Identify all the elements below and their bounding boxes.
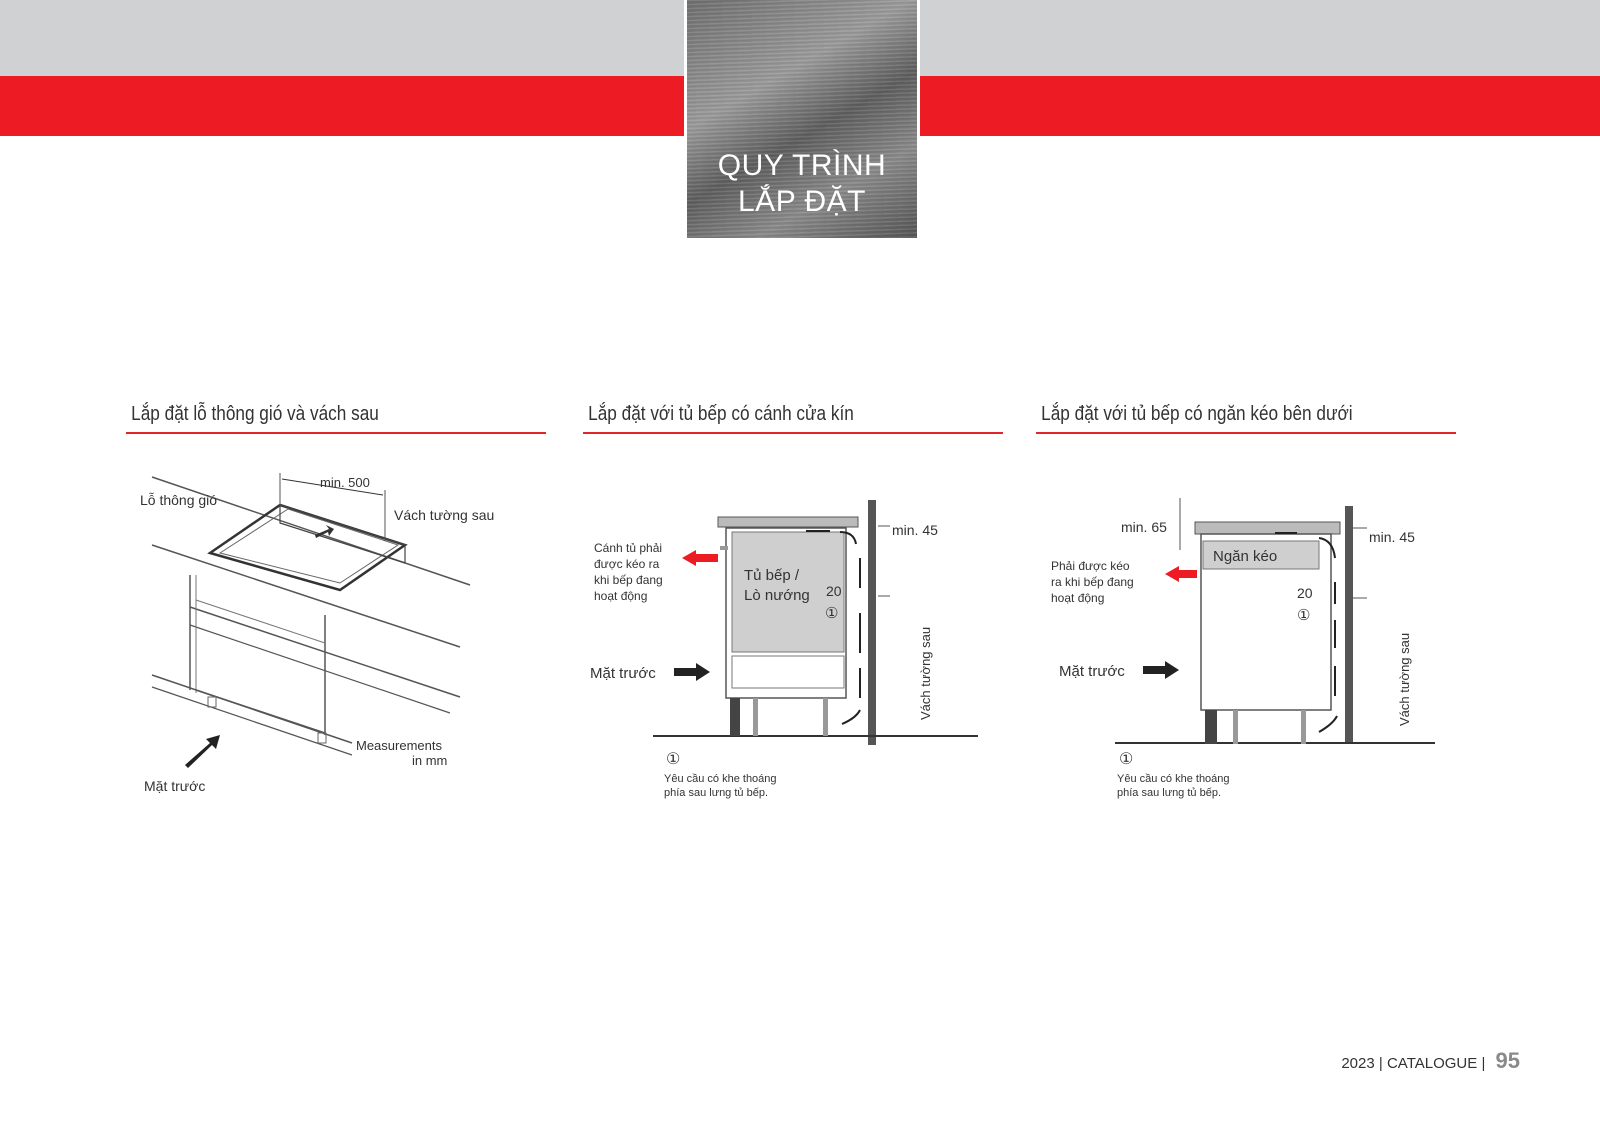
section-rule (583, 432, 1003, 434)
label-door-line4: hoạt động (594, 589, 648, 603)
section-title: Lắp đặt với tủ bếp có ngăn kéo bên dưới (1041, 403, 1353, 425)
label-cabinet-line1: Tủ bếp / (744, 567, 800, 584)
header-band-red-right (914, 76, 1600, 136)
footer-catalogue: CATALOGUE (1386, 1055, 1478, 1072)
label-rear-wall: Vách tường sau (394, 507, 495, 523)
diagram-closed-cabinet (578, 488, 988, 808)
label-min-45: min. 45 (1369, 529, 1415, 545)
section-closed-cabinet (583, 398, 1003, 434)
label-pull-line1: Phải được kéo (1051, 559, 1130, 573)
page-number: 95 (1495, 1048, 1520, 1073)
label-note-line2: phía sau lưng tủ bếp. (664, 787, 768, 799)
header-band-red-left (0, 76, 684, 136)
label-door-line3: khi bếp đang (594, 573, 663, 587)
section-ventilation (126, 398, 546, 434)
header-band-grey-right (914, 0, 1600, 76)
label-rear-wall: Vách tường sau (1397, 632, 1412, 726)
label-drawer: Ngăn kéo (1213, 548, 1278, 565)
label-note-line2: phía sau lưng tủ bếp. (1117, 787, 1221, 799)
label-door-line2: được kéo ra (594, 557, 660, 571)
label-note-marker-2: ① (666, 751, 681, 768)
footer-year: 2023 (1341, 1055, 1375, 1072)
label-note-marker: ① (825, 605, 839, 622)
footer-separator: | (1481, 1055, 1486, 1072)
diagram-drawer-cabinet (1035, 488, 1445, 808)
label-measurements: Measurements (356, 738, 442, 753)
footer-separator: | (1378, 1055, 1383, 1072)
label-min-65: min. 65 (1121, 519, 1167, 535)
section-rule (1036, 432, 1456, 434)
label-rear-wall: Vách tường sau (918, 626, 933, 720)
section-title: Lắp đặt với tủ bếp có cánh cửa kín (588, 403, 854, 425)
section-title: Lắp đặt lỗ thông gió và vách sau (131, 403, 379, 425)
label-gap-20: 20 (1297, 585, 1313, 601)
label-min-45: min. 45 (892, 522, 938, 538)
label-gap-20: 20 (826, 583, 842, 599)
label-door-line1: Cánh tủ phải (594, 541, 663, 555)
page-title-line1: QUY TRÌNH (717, 149, 887, 182)
label-vent: Lỗ thông gió (140, 492, 218, 508)
label-front: Mặt trước (590, 665, 656, 682)
label-note-line1: Yêu cầu có khe thoáng (664, 773, 777, 785)
label-front: Mặt trước (144, 778, 206, 794)
page-title-line2: LẮP ĐẶT (738, 185, 866, 218)
section-drawer-cabinet (1036, 398, 1456, 434)
label-note-marker: ① (1297, 607, 1311, 624)
section-rule (126, 432, 546, 434)
label-min-500: min. 500 (320, 475, 370, 490)
header-band-grey-left (0, 0, 684, 76)
diagram-ventilation (130, 465, 530, 825)
page-footer (1341, 1048, 1520, 1074)
label-pull-line2: ra khi bếp đang (1051, 575, 1134, 589)
page-title (687, 148, 917, 220)
label-in-mm: in mm (412, 753, 448, 768)
label-note-line1: Yêu cầu có khe thoáng (1117, 773, 1230, 785)
label-pull-line3: hoạt động (1051, 591, 1105, 605)
label-cabinet-line2: Lò nướng (744, 587, 810, 604)
title-box (684, 0, 920, 238)
label-note-marker-2: ① (1119, 751, 1134, 768)
label-front: Mặt trước (1059, 663, 1125, 680)
